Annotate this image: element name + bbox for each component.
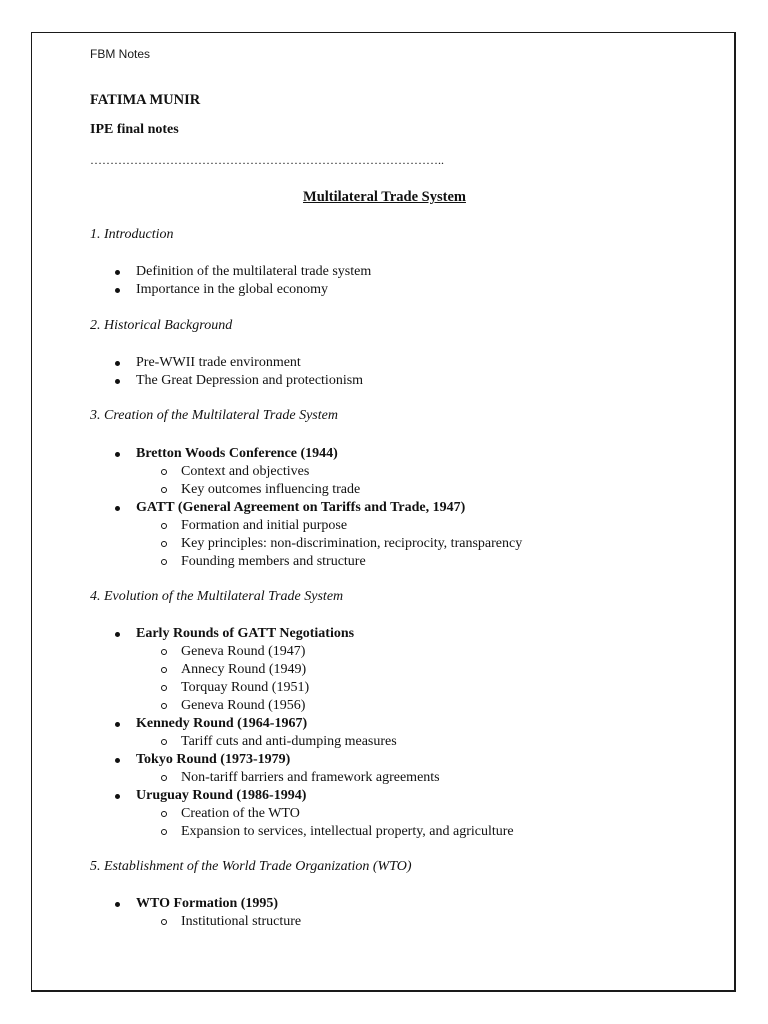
sub-list-item-label: Founding members and structure	[181, 554, 366, 569]
bullet-icon	[115, 758, 120, 763]
circle-bullet-icon	[161, 559, 167, 565]
sub-list-item-label: Institutional structure	[181, 914, 302, 929]
list-item-label: GATT (General Agreement on Tariffs and Trade, 1947)	[136, 500, 466, 515]
list-item	[32, 715, 514, 751]
list-item-label: Bretton Woods Conference (1944)	[136, 446, 338, 461]
page-header: FBM Notes	[90, 47, 151, 61]
list-item-label: Early Rounds of GATT Negotiations	[136, 626, 355, 641]
sub-list-item-label: Key outcomes influencing trade	[181, 482, 361, 497]
circle-bullet-icon	[161, 919, 167, 925]
list-item-label: Kennedy Round (1964-1967)	[136, 716, 308, 731]
document-subtitle: IPE final notes	[90, 122, 179, 137]
bullet-icon	[115, 452, 120, 457]
list-item	[32, 263, 371, 281]
section-heading: 5. Establishment of the World Trade Organization (WTO)	[90, 859, 412, 874]
sub-list-item	[136, 535, 522, 553]
list-item-label: Uruguay Round (1986-1994)	[136, 788, 307, 803]
bullet-list	[32, 263, 371, 299]
section-heading: 1. Introduction	[90, 227, 174, 242]
list-item	[32, 372, 363, 390]
sub-list-item-label: Non-tariff barriers and framework agreements	[181, 770, 440, 785]
sub-list-item-label: Geneva Round (1956)	[181, 698, 306, 713]
sub-list-item-label: Torquay Round (1951)	[181, 680, 310, 695]
bullet-list	[32, 895, 301, 931]
dotted-separator: ……………………………………………………………………………..	[90, 153, 444, 167]
document-title: Multilateral Trade System	[303, 189, 466, 205]
sub-list-item	[136, 679, 514, 697]
circle-bullet-icon	[161, 487, 167, 493]
sub-list	[136, 733, 514, 751]
bullet-list	[32, 625, 514, 841]
circle-bullet-icon	[161, 739, 167, 745]
circle-bullet-icon	[161, 667, 167, 673]
bullet-icon	[115, 722, 120, 727]
circle-bullet-icon	[161, 541, 167, 547]
sub-list-item	[136, 481, 522, 499]
bullet-icon	[115, 506, 120, 511]
sub-list-item	[136, 661, 514, 679]
circle-bullet-icon	[161, 703, 167, 709]
list-item-label: Pre-WWII trade environment	[136, 355, 301, 370]
sub-list	[136, 913, 301, 931]
list-item-label: The Great Depression and protectionism	[136, 373, 364, 388]
circle-bullet-icon	[161, 685, 167, 691]
list-item-label: Tokyo Round (1973-1979)	[136, 752, 291, 767]
sub-list-item-label: Context and objectives	[181, 464, 310, 479]
document-page	[31, 32, 736, 992]
author-name: FATIMA MUNIR	[90, 92, 201, 108]
sub-list	[136, 805, 514, 841]
sub-list-item	[136, 643, 514, 661]
sub-list-item	[136, 553, 522, 571]
sub-list-item-label: Geneva Round (1947)	[181, 644, 306, 659]
sub-list-item	[136, 805, 514, 823]
sub-list	[136, 643, 514, 715]
bullet-icon	[115, 288, 120, 293]
sub-list-item-label: Expansion to services, intellectual property, and agriculture	[181, 824, 514, 839]
bullet-icon	[115, 379, 120, 384]
list-item-label: WTO Formation (1995)	[136, 896, 279, 911]
sub-list-item	[136, 769, 514, 787]
sub-list-item-label: Tariff cuts and anti-dumping measures	[181, 734, 397, 749]
list-item	[32, 354, 363, 372]
list-item	[32, 281, 371, 299]
sub-list-item	[136, 697, 514, 715]
sub-list-item-label: Annecy Round (1949)	[181, 662, 307, 677]
sub-list-item	[136, 823, 514, 841]
circle-bullet-icon	[161, 775, 167, 781]
bullet-list	[32, 445, 522, 571]
circle-bullet-icon	[161, 829, 167, 835]
list-item	[32, 445, 522, 499]
sub-list	[136, 463, 522, 499]
bullet-icon	[115, 902, 120, 907]
circle-bullet-icon	[161, 469, 167, 475]
list-item-label: Definition of the multilateral trade system	[136, 264, 372, 279]
list-item	[32, 499, 522, 571]
sub-list-item-label: Creation of the WTO	[181, 806, 300, 821]
sub-list	[136, 517, 522, 571]
sub-list-item-label: Key principles: non-discrimination, reciprocity, transparency	[181, 536, 523, 551]
circle-bullet-icon	[161, 523, 167, 529]
bullet-icon	[115, 270, 120, 275]
bullet-list	[32, 354, 363, 390]
bullet-icon	[115, 361, 120, 366]
sub-list	[136, 769, 514, 787]
sub-list-item	[136, 463, 522, 481]
list-item-label: Importance in the global economy	[136, 282, 329, 297]
list-item	[32, 895, 301, 931]
list-item	[32, 751, 514, 787]
list-item	[32, 625, 514, 715]
section-heading: 2. Historical Background	[90, 318, 233, 333]
section-heading: 4. Evolution of the Multilateral Trade System	[90, 589, 344, 604]
bullet-icon	[115, 794, 120, 799]
circle-bullet-icon	[161, 811, 167, 817]
circle-bullet-icon	[161, 649, 167, 655]
sub-list-item-label: Formation and initial purpose	[181, 518, 348, 533]
bullet-icon	[115, 632, 120, 637]
sub-list-item	[136, 517, 522, 535]
list-item	[32, 787, 514, 841]
section-heading: 3. Creation of the Multilateral Trade System	[90, 408, 338, 423]
sub-list-item	[136, 913, 301, 931]
sub-list-item	[136, 733, 514, 751]
